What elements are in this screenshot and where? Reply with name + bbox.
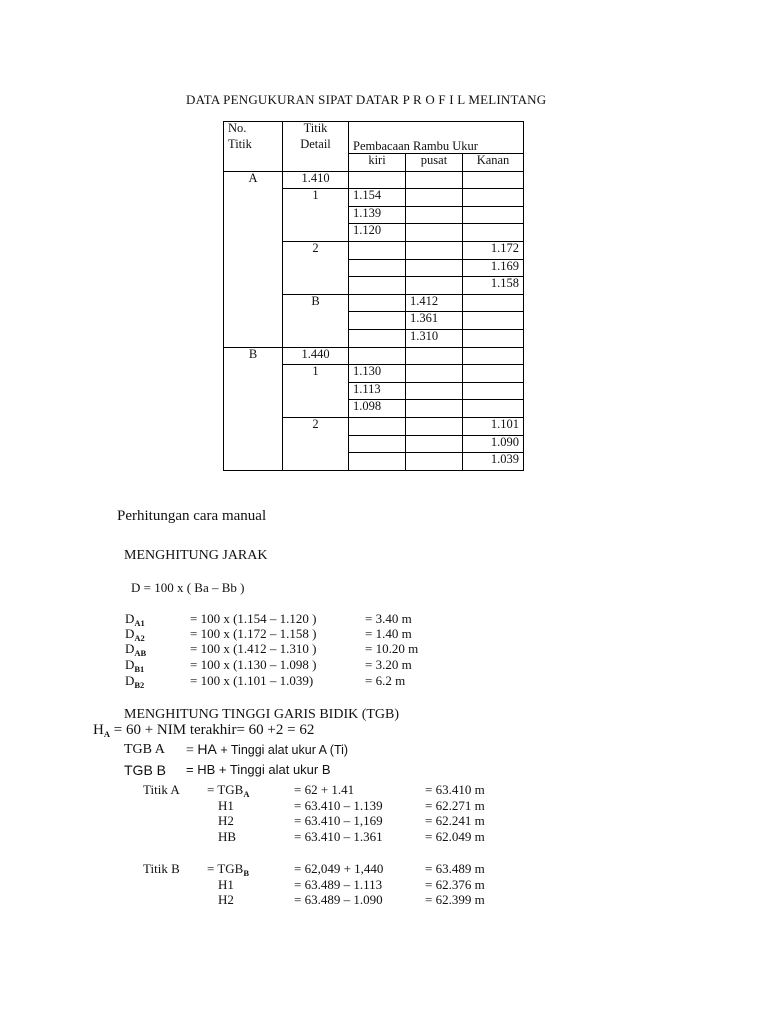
table-row	[224, 435, 524, 453]
titik-b-name: H2	[218, 892, 234, 907]
cell-pusat	[406, 241, 463, 259]
cell-kiri	[349, 347, 406, 365]
jarak-d: D	[125, 641, 135, 656]
jarak-result: = 6.2 m	[365, 673, 406, 688]
titik-row-name: = TGB	[207, 782, 244, 797]
table-row	[224, 171, 524, 189]
table-row	[224, 312, 524, 330]
cell-detail: 1.410	[283, 171, 349, 189]
jarak-formula: D = 100 x ( Ba – Bb )	[131, 580, 245, 595]
cell-kanan	[463, 312, 524, 330]
cell-detail	[283, 382, 349, 400]
table-row	[224, 382, 524, 400]
cell-detail	[283, 277, 349, 295]
header-no-cont	[224, 154, 283, 172]
cell-detail: 2	[283, 241, 349, 259]
titik-a-name: H1	[218, 798, 234, 813]
cell-kanan	[463, 365, 524, 383]
header-no-label: No.	[228, 121, 247, 135]
tgba-eq: =	[186, 743, 198, 758]
cell-detail: 1	[283, 365, 349, 383]
jarak-sub: AB	[134, 648, 147, 658]
header-detail-cont	[283, 154, 349, 172]
cell-no	[224, 189, 283, 207]
survey-table	[223, 121, 524, 471]
table-row	[224, 241, 524, 259]
cell-pusat	[406, 365, 463, 383]
cell-pusat	[406, 400, 463, 418]
titik-row-sub: B	[243, 868, 250, 878]
ha-line	[93, 723, 314, 739]
jarak-heading: MENGHITUNG JARAK	[124, 548, 268, 563]
cell-kanan: 1.039	[463, 453, 524, 471]
cell-kanan	[463, 400, 524, 418]
jarak-expr: = 100 x (1.412 – 1.310 )	[190, 641, 317, 656]
cell-no	[224, 453, 283, 471]
cell-pusat	[406, 453, 463, 471]
cell-no	[224, 277, 283, 295]
tgb-heading: MENGHITUNG TINGGI GARIS BIDIK (TGB)	[124, 707, 400, 722]
cell-detail	[283, 206, 349, 224]
table-row	[224, 417, 524, 435]
jarak-d: D	[125, 657, 135, 672]
titik-a-expr: = 63.410 – 1.139	[294, 798, 383, 813]
cell-kiri	[349, 171, 406, 189]
cell-kiri: 1.139	[349, 206, 406, 224]
cell-pusat	[406, 206, 463, 224]
table-row	[224, 259, 524, 277]
cell-kanan	[463, 382, 524, 400]
header-titik-detail	[283, 122, 349, 154]
cell-no	[224, 259, 283, 277]
cell-kiri	[349, 277, 406, 295]
cell-kanan: 1.169	[463, 259, 524, 277]
cell-no	[224, 382, 283, 400]
cell-detail	[283, 224, 349, 242]
tgbb-formula: = HB + Tinggi alat ukur B	[186, 762, 331, 777]
jarak-sub: A1	[134, 618, 145, 628]
cell-kanan	[463, 347, 524, 365]
tgba-label: TGB A	[124, 742, 165, 757]
table-row	[224, 365, 524, 383]
table-row	[224, 347, 524, 365]
cell-kanan	[463, 294, 524, 312]
jarak-row	[125, 674, 144, 690]
titik-row-name: = TGB	[207, 861, 244, 876]
titik-a-result: = 62.049 m	[425, 829, 485, 844]
cell-no: A	[224, 171, 283, 189]
cell-kanan: 1.158	[463, 277, 524, 295]
cell-no	[224, 224, 283, 242]
cell-pusat	[406, 224, 463, 242]
cell-no	[224, 400, 283, 418]
titik-b-name: H1	[218, 877, 234, 892]
table-subheader-row	[224, 154, 524, 172]
jarak-expr: = 100 x (1.101 – 1.039)	[190, 673, 314, 688]
titik-b-expr: = 63.489 – 1.113	[294, 877, 383, 892]
cell-no	[224, 329, 283, 347]
cell-kiri	[349, 259, 406, 277]
ha-rest: = 60 + NIM terakhir= 60 +2 = 62	[109, 722, 315, 738]
table-header-row	[224, 122, 524, 154]
header-titik-label: Titik	[228, 136, 252, 151]
titik-a-expr: = 63.410 – 1.361	[294, 829, 383, 844]
tgba-formula	[186, 742, 348, 758]
jarak-result: = 3.40 m	[365, 611, 412, 626]
titik-a-result: = 63.410 m	[425, 782, 485, 797]
jarak-row	[125, 658, 144, 674]
titik-a-name: HB	[218, 829, 237, 844]
tgba-rest: + Tinggi alat ukur A (Ti)	[216, 743, 349, 757]
cell-kanan: 1.101	[463, 417, 524, 435]
titik-a-result: = 62.241 m	[425, 813, 485, 828]
cell-no	[224, 294, 283, 312]
table-row	[224, 189, 524, 207]
titik-a-result: = 62.271 m	[425, 798, 485, 813]
titik-b-label: Titik B	[143, 861, 180, 876]
titik-b-expr: = 63.489 – 1.090	[294, 892, 383, 907]
titik-a-label: Titik A	[143, 782, 180, 797]
cell-kanan: 1.090	[463, 435, 524, 453]
cell-kanan	[463, 189, 524, 207]
cell-detail	[283, 435, 349, 453]
jarak-d: D	[125, 626, 135, 641]
cell-pusat	[406, 259, 463, 277]
cell-detail: B	[283, 294, 349, 312]
cell-pusat	[406, 277, 463, 295]
cell-pusat	[406, 382, 463, 400]
cell-detail: 2	[283, 417, 349, 435]
cell-kanan	[463, 171, 524, 189]
header-pusat: pusat	[406, 154, 463, 172]
cell-pusat	[406, 435, 463, 453]
cell-pusat: 1.361	[406, 312, 463, 330]
cell-pusat: 1.310	[406, 329, 463, 347]
cell-kiri: 1.113	[349, 382, 406, 400]
header-kiri: kiri	[349, 154, 406, 172]
cell-no: B	[224, 347, 283, 365]
cell-detail	[283, 329, 349, 347]
cell-pusat: 1.412	[406, 294, 463, 312]
ha-sub: A	[103, 729, 110, 739]
cell-kiri	[349, 417, 406, 435]
cell-detail	[283, 453, 349, 471]
cell-kiri	[349, 453, 406, 471]
cell-no	[224, 206, 283, 224]
titik-b-result: = 63.489 m	[425, 861, 485, 876]
document-title: DATA PENGUKURAN SIPAT DATAR P R O F I L MELINTANG	[186, 92, 547, 107]
cell-kiri: 1.154	[349, 189, 406, 207]
table-row	[224, 400, 524, 418]
cell-kiri: 1.130	[349, 365, 406, 383]
cell-kiri	[349, 329, 406, 347]
cell-detail: 1.440	[283, 347, 349, 365]
cell-pusat	[406, 189, 463, 207]
titik-a-expr: = 63.410 – 1,169	[294, 813, 383, 828]
header-pembacaan: Pembacaan Rambu Ukur	[349, 122, 524, 154]
cell-no	[224, 312, 283, 330]
cell-kiri: 1.098	[349, 400, 406, 418]
titik-b-expr: = 62,049 + 1,440	[294, 861, 384, 876]
titik-a-name	[207, 783, 250, 799]
cell-kanan	[463, 206, 524, 224]
cell-no	[224, 365, 283, 383]
titik-a-name: H2	[218, 813, 234, 828]
table-row	[224, 294, 524, 312]
jarak-expr: = 100 x (1.130 – 1.098 )	[190, 657, 317, 672]
jarak-expr: = 100 x (1.172 – 1.158 )	[190, 626, 317, 641]
cell-detail: 1	[283, 189, 349, 207]
jarak-sub: B2	[134, 680, 145, 690]
jarak-row	[125, 642, 146, 658]
header-detail-label: Detail	[300, 136, 331, 151]
table-row	[224, 224, 524, 242]
table-row	[224, 277, 524, 295]
cell-kiri	[349, 294, 406, 312]
cell-pusat	[406, 171, 463, 189]
table-row	[224, 329, 524, 347]
cell-detail	[283, 400, 349, 418]
jarak-d: D	[125, 611, 135, 626]
cell-pusat	[406, 347, 463, 365]
cell-kiri	[349, 435, 406, 453]
titik-b-result: = 62.399 m	[425, 892, 485, 907]
jarak-expr: = 100 x (1.154 – 1.120 )	[190, 611, 317, 626]
titik-b-result: = 62.376 m	[425, 877, 485, 892]
titik-b-name	[207, 862, 249, 878]
jarak-result: = 10.20 m	[365, 641, 419, 656]
cell-kanan: 1.172	[463, 241, 524, 259]
header-kanan: Kanan	[463, 154, 524, 172]
cell-detail	[283, 312, 349, 330]
cell-detail	[283, 259, 349, 277]
cell-kiri: 1.120	[349, 224, 406, 242]
titik-a-expr: = 62 + 1.41	[294, 782, 355, 797]
ha-h: H	[93, 722, 104, 738]
header-no-titik	[224, 122, 283, 154]
table-row	[224, 453, 524, 471]
jarak-sub: B1	[134, 664, 145, 674]
header-titik2-label: Titik	[303, 121, 328, 135]
jarak-result: = 1.40 m	[365, 626, 412, 641]
cell-no	[224, 435, 283, 453]
tgba-ha: HA	[197, 741, 217, 757]
jarak-sub: A2	[134, 633, 145, 643]
cell-kiri	[349, 312, 406, 330]
manual-heading: Perhitungan cara manual	[117, 508, 267, 524]
tgbb-label: TGB B	[124, 762, 167, 778]
cell-pusat	[406, 417, 463, 435]
cell-no	[224, 241, 283, 259]
cell-kanan	[463, 329, 524, 347]
table-row	[224, 206, 524, 224]
cell-no	[224, 417, 283, 435]
jarak-result: = 3.20 m	[365, 657, 412, 672]
titik-row-sub: A	[243, 789, 250, 799]
cell-kanan	[463, 224, 524, 242]
jarak-d: D	[125, 673, 135, 688]
cell-kiri	[349, 241, 406, 259]
